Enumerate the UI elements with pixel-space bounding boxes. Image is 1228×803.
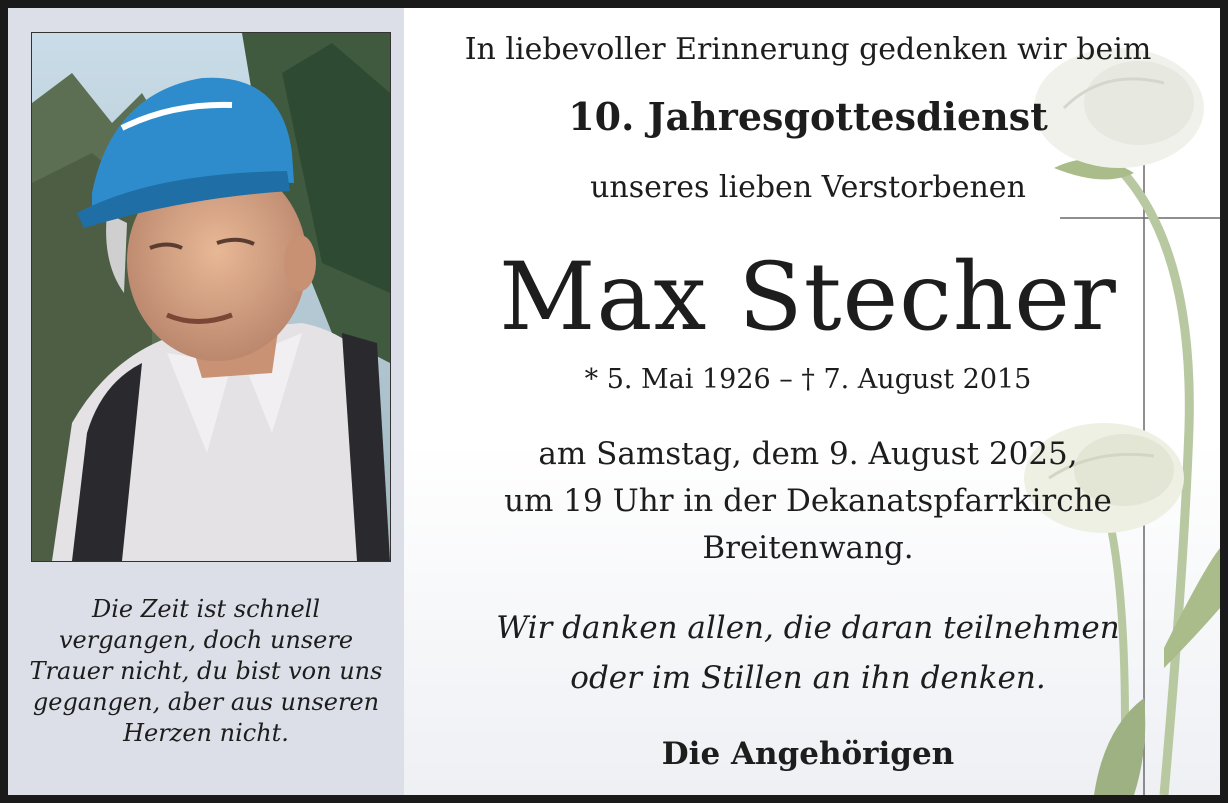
left-panel [8, 8, 404, 795]
signature: Die Angehörigen [661, 736, 955, 772]
event-title: 10. Jahresgottesdienst [568, 94, 1048, 139]
poem-line: gegangen, aber aus unseren [32, 688, 380, 716]
poem-line: Die Zeit ist schnell [91, 595, 321, 623]
poem-line: Trauer nicht, du bist von uns [29, 657, 383, 685]
service-date-line: am Samstag, dem 9. August 2025, [538, 436, 1078, 472]
portrait-photo [31, 32, 391, 562]
subtitle-line: unseres lieben Verstorbenen [590, 170, 1026, 205]
memorial-poem [8, 594, 404, 749]
intro-line: In liebevoller Erinnerung gedenken wir beim [464, 32, 1152, 67]
life-dates: * 5. Mai 1926 – † 7. August 2015 [584, 364, 1032, 395]
thanks-line: oder im Stillen an ihn denken. [570, 660, 1046, 696]
right-panel [404, 8, 1220, 795]
service-time-line: um 19 Uhr in der Dekanatspfarrkirche [504, 483, 1112, 519]
deceased-name: Max Stecher [499, 243, 1117, 352]
poem-line: Herzen nicht. [123, 719, 289, 747]
service-place-line: Breitenwang. [702, 530, 914, 566]
poem-line: vergangen, doch unsere [58, 626, 354, 654]
thanks-line: Wir danken allen, die daran teilnehmen [496, 610, 1120, 646]
